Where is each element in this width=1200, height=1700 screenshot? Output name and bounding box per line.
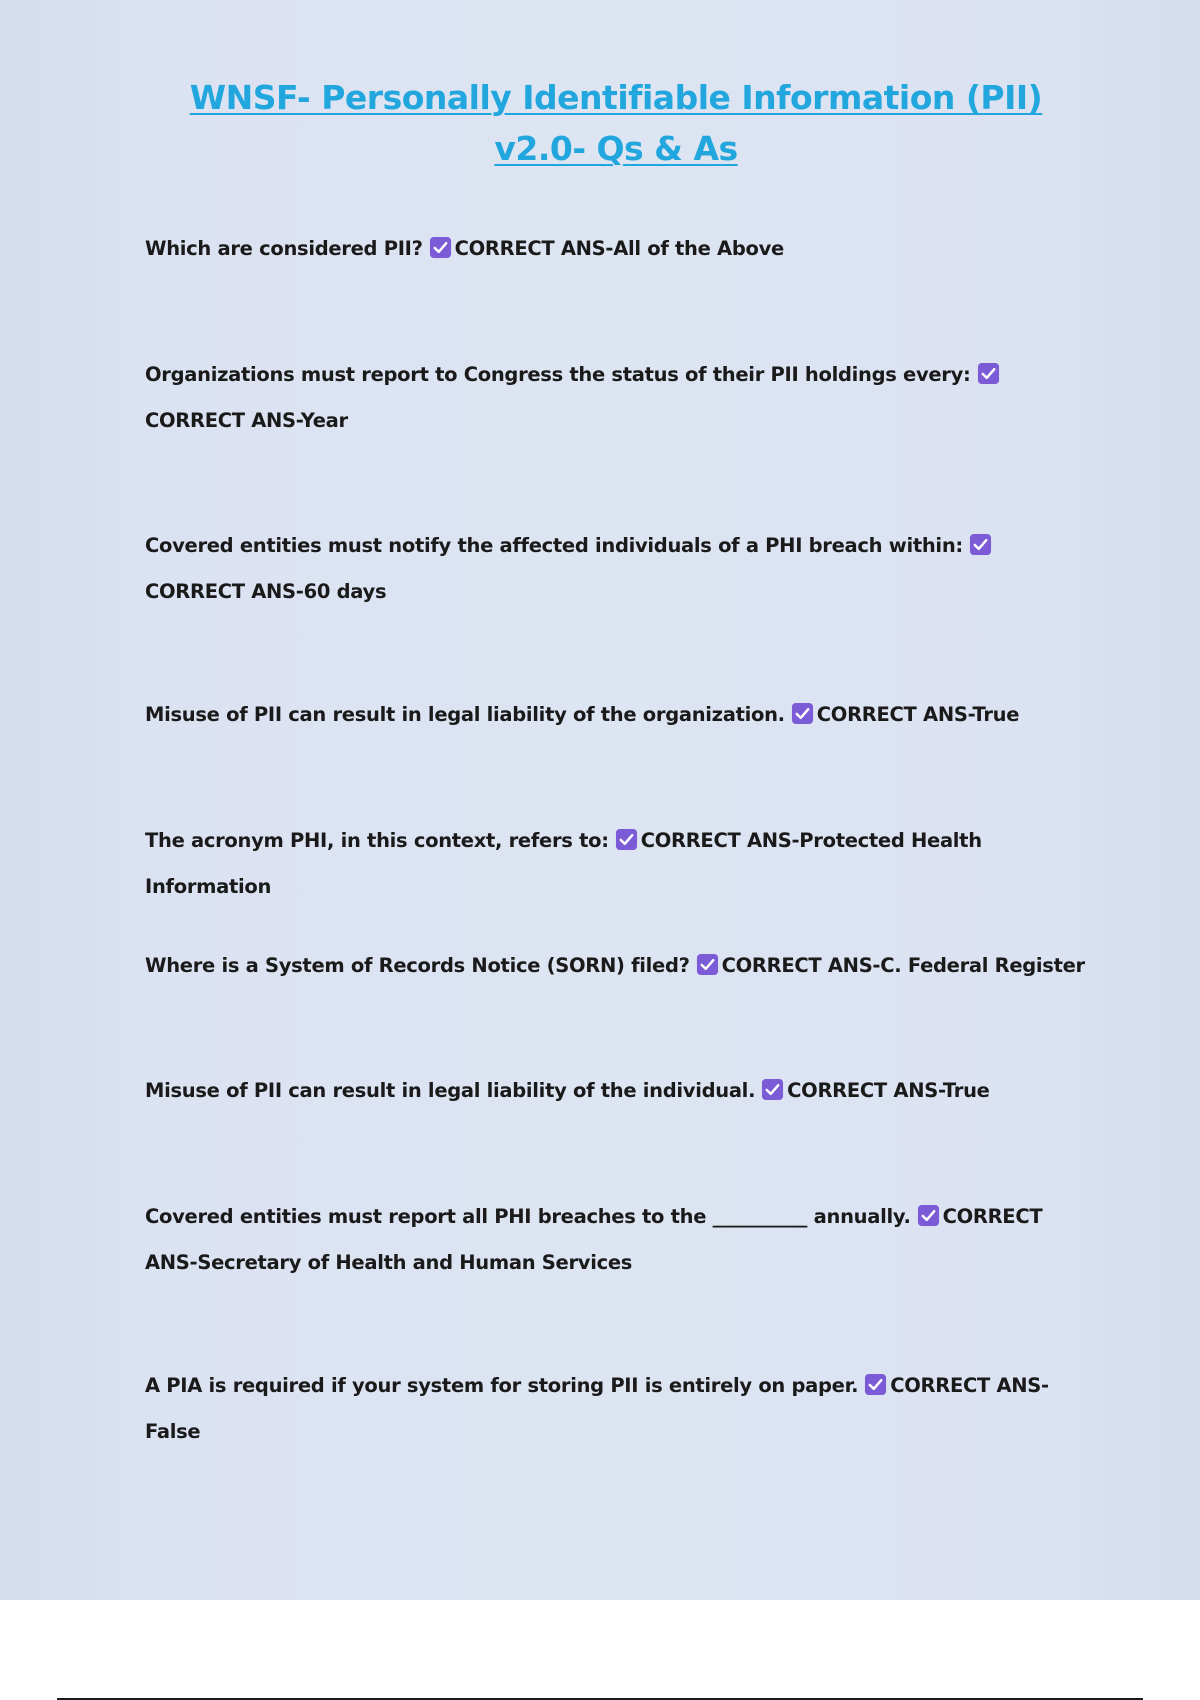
qa-item	[145, 943, 1085, 989]
qa-item	[145, 226, 1085, 272]
question-text: Misuse of PII can result in legal liability of the individual.	[145, 1079, 756, 1102]
answer-text: CORRECT ANS-True	[787, 1079, 990, 1102]
checkbox-checked-icon	[761, 1078, 784, 1101]
checkbox-checked-icon	[696, 953, 719, 976]
qa-item	[145, 352, 1085, 444]
checkbox-checked-icon	[615, 828, 638, 851]
checkbox-checked-icon	[977, 362, 1000, 385]
qa-item	[145, 1194, 1085, 1286]
qa-item	[145, 1363, 1085, 1455]
question-text: A PIA is required if your system for storing PII is entirely on paper.	[145, 1374, 859, 1397]
document-title: WNSF- Personally Identifiable Information (PII) v2.0- Qs & As	[189, 78, 1043, 168]
qa-item	[145, 692, 1085, 738]
checkbox-checked-icon	[917, 1204, 940, 1227]
question-text: Which are considered PII?	[145, 237, 423, 260]
answer-text: CORRECT ANS-Year	[145, 409, 348, 432]
answer-text: CORRECT ANS-All of the Above	[454, 237, 784, 260]
checkbox-checked-icon	[969, 533, 992, 556]
answer-text: CORRECT ANS-C. Federal Register	[721, 954, 1085, 977]
question-text: Where is a System of Records Notice (SORN) filed?	[145, 954, 690, 977]
checkbox-checked-icon	[429, 236, 452, 259]
answer-text: CORRECT ANS-False	[145, 1374, 1049, 1443]
qa-item	[145, 1068, 1085, 1114]
question-text: The acronym PHI, in this context, refers to:	[145, 829, 609, 852]
question-text: Misuse of PII can result in legal liability of the organization.	[145, 703, 785, 726]
answer-text: CORRECT ANS-True	[816, 703, 1020, 726]
qa-item	[145, 523, 1085, 615]
question-text: Covered entities must report all PHI breaches to the __________ annually.	[145, 1205, 911, 1228]
question-text: Organizations must report to Congress the status of their PII holdings every:	[145, 363, 971, 386]
answer-text: CORRECT ANS-Secretary of Health and Human Services	[145, 1205, 1043, 1274]
checkbox-checked-icon	[864, 1373, 887, 1396]
question-text: Covered entities must notify the affected individuals of a PHI breach within:	[145, 534, 963, 557]
qa-item	[145, 818, 1085, 910]
answer-text: CORRECT ANS-60 days	[145, 580, 387, 603]
answer-text: CORRECT ANS-Protected Health Information	[145, 829, 982, 898]
checkbox-checked-icon	[791, 702, 814, 725]
